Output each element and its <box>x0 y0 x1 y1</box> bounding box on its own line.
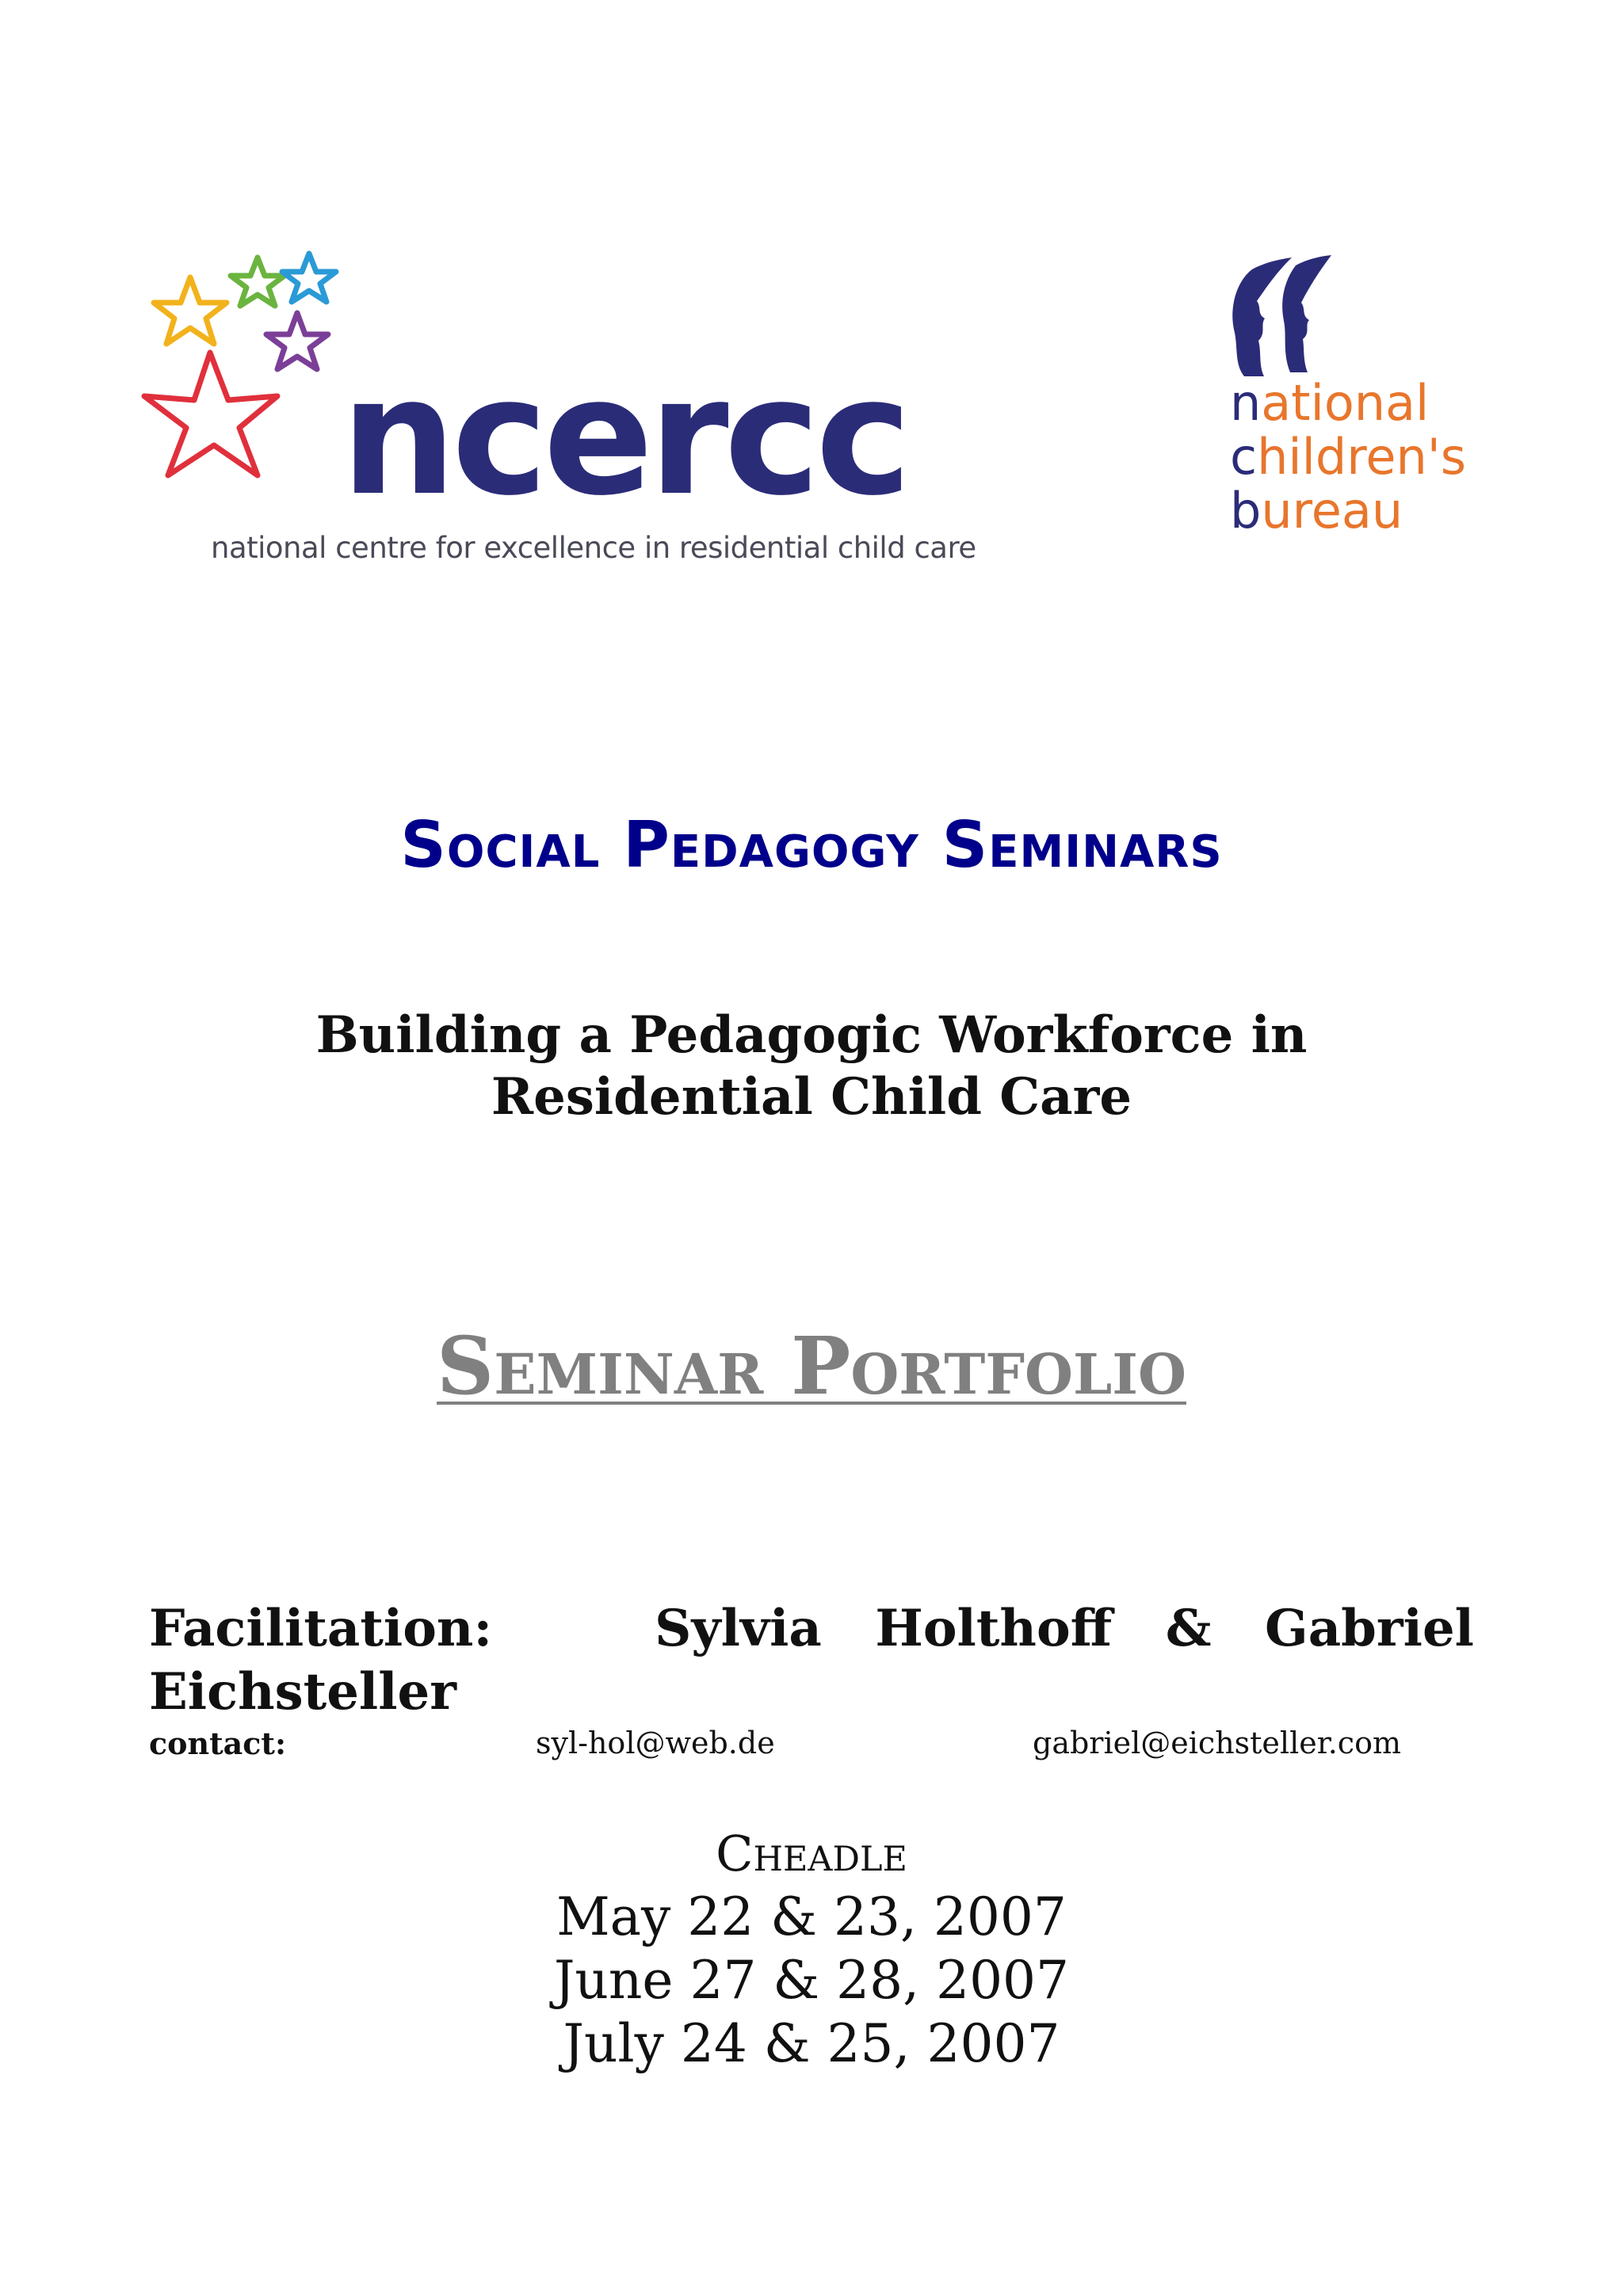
subtitle <box>0 1005 1623 1128</box>
seminar-date: July 24 & 25, 2007 <box>563 2013 1060 2074</box>
facilitator-name-part: Holthoff <box>875 1599 1113 1658</box>
location: Cheadle <box>716 1825 907 1882</box>
stars-icon <box>135 238 372 507</box>
page-title: Social Pedagogy Seminars <box>400 808 1223 882</box>
contact-label: contact: <box>149 1726 287 1761</box>
ncb-logo <box>1220 246 1467 563</box>
ncercc-wordmark: ncercc <box>341 343 907 532</box>
schedule <box>0 1822 1623 2076</box>
facilitator-name-part: & <box>1165 1599 1212 1658</box>
facilitation-row <box>149 1597 1474 1661</box>
ncercc-tagline: national centre for excellence in residential child care <box>211 531 976 565</box>
ncb-line-bureau: bureau <box>1230 482 1403 540</box>
facilitator-name-part: Sylvia <box>655 1599 822 1658</box>
seminar-date: May 22 & 23, 2007 <box>556 1886 1067 1947</box>
facilitator-name-part: Gabriel <box>1265 1599 1474 1658</box>
ncercc-logo <box>135 238 976 578</box>
facilitation-label: Facilitation: <box>149 1599 493 1658</box>
subtitle-line-2: Residential Child Care <box>491 1067 1132 1127</box>
portfolio-heading: Seminar Portfolio <box>437 1319 1186 1413</box>
ncb-line-childrens: children's <box>1230 428 1467 486</box>
seminar-date: June 27 & 28, 2007 <box>553 1950 1070 2011</box>
subtitle-line-1: Building a Pedagogic Workforce in <box>315 1005 1308 1065</box>
ncb-wordmark <box>1230 376 1466 538</box>
email-sylvia[interactable]: syl-hol@web.de <box>536 1726 775 1760</box>
spacer <box>546 1597 601 1661</box>
ncb-line-national: national <box>1230 374 1430 432</box>
faces-silhouette-icon <box>1220 246 1347 388</box>
facilitation-continuation: Eichsteller <box>149 1662 456 1722</box>
facilitation-block <box>149 1597 1474 1724</box>
email-gabriel[interactable]: gabriel@eichsteller.com <box>1033 1726 1401 1760</box>
